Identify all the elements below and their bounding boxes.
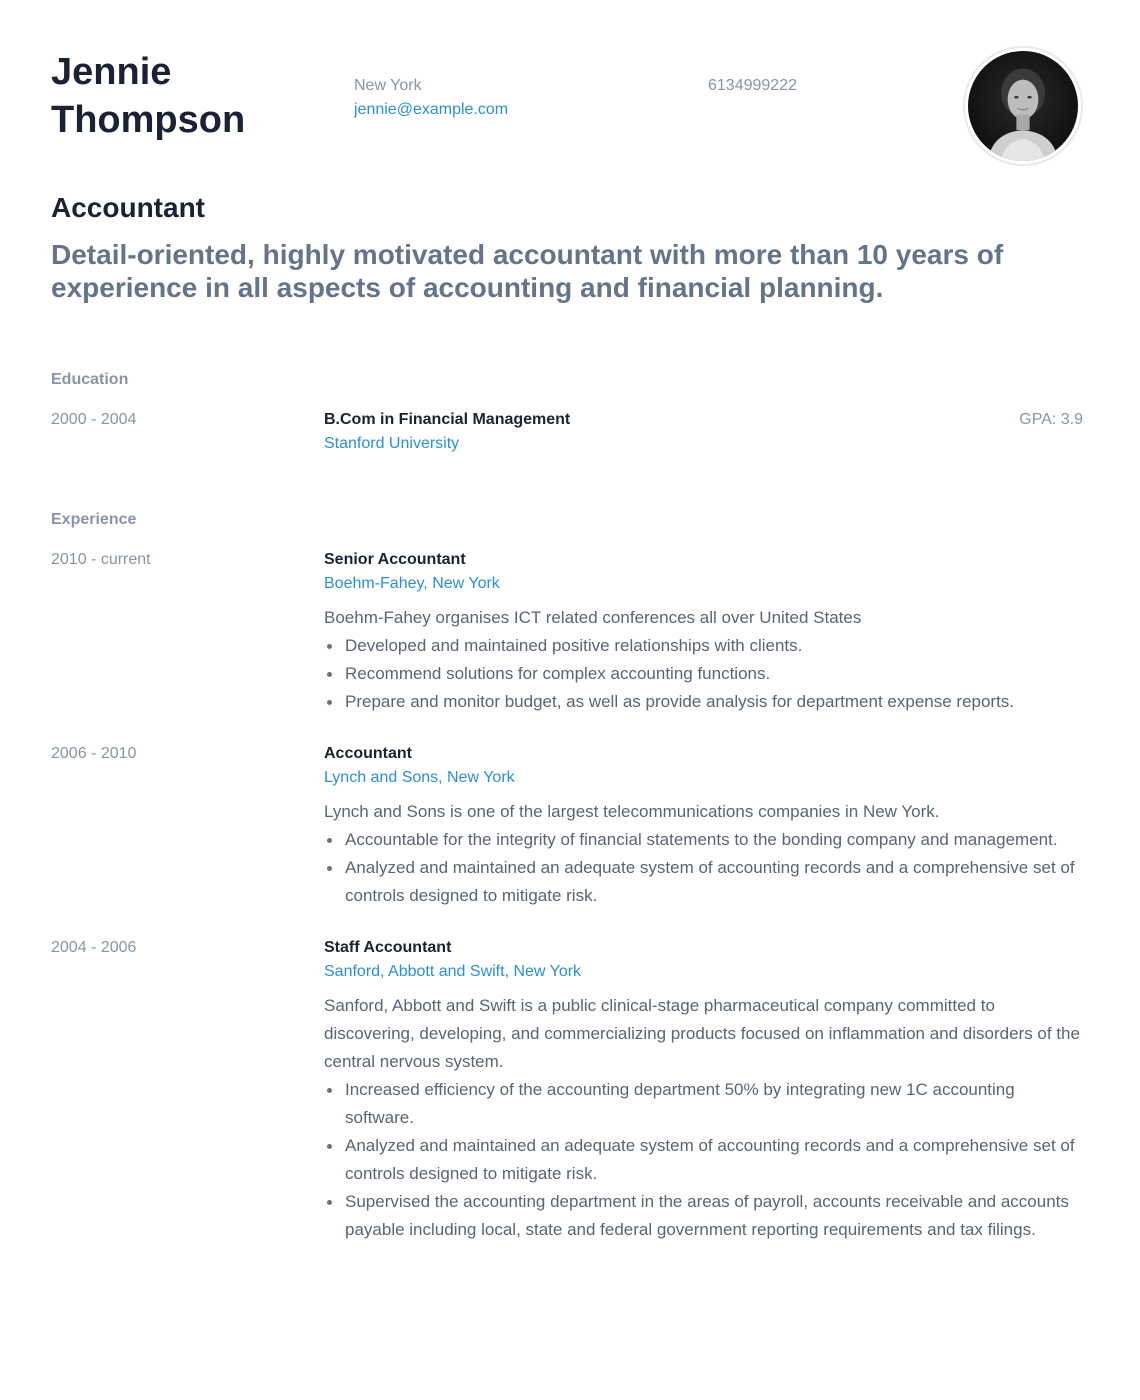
- entry-dates: 2010 - current: [51, 551, 151, 568]
- entry-body: [324, 936, 1083, 1244]
- entry-dates: 2000 - 2004: [51, 411, 137, 428]
- entry-dates: 2006 - 2010: [51, 745, 137, 762]
- job-role: Accountant: [324, 745, 412, 762]
- entry-body: [324, 548, 1083, 716]
- resume-page: [51, 48, 1083, 1244]
- company-link[interactable]: Sanford, Abbott and Swift, New York: [324, 963, 582, 980]
- candidate-name: [51, 48, 331, 144]
- contact-location-email: [354, 74, 508, 122]
- job-role: Senior Accountant: [324, 551, 466, 568]
- list-item: Increased efficiency of the accounting department 50% by integrating new 1C accounting software.: [324, 1076, 1083, 1132]
- avatar: [963, 46, 1083, 166]
- company-description: Sanford, Abbott and Swift is a public clinical-stage pharmaceutical company committed to discovering, developing, and commercializing products focused on inflammation and disorders of the central nervous system.: [324, 996, 1080, 1071]
- avatar-photo: [968, 51, 1078, 161]
- profile-summary: Detail-oriented, highly motivated accountant with more than 10 years of experience in all aspects of accounting and financial planning.: [51, 239, 1004, 303]
- company-link[interactable]: Lynch and Sons, New York: [324, 769, 515, 786]
- name-first: Jennie: [51, 51, 172, 93]
- experience-entry: [51, 742, 1083, 910]
- list-item: Developed and maintained positive relationships with clients.: [324, 632, 1083, 660]
- entry-body: [324, 742, 1083, 910]
- school-link[interactable]: Stanford University: [324, 435, 460, 452]
- list-item: Supervised the accounting department in the areas of payroll, accounts receivable and accounts payable including local, state and federal government reporting requirements and tax filings.: [324, 1188, 1083, 1244]
- company-description: Lynch and Sons is one of the largest telecommunications companies in New York.: [324, 802, 940, 821]
- experience-section: [51, 508, 1083, 1244]
- company-link[interactable]: Boehm-Fahey, New York: [324, 575, 500, 592]
- degree-name: B.Com in Financial Management: [324, 411, 571, 428]
- list-item: Analyzed and maintained an adequate system of accounting records and a comprehensive set of controls designed to mitigate risk.: [324, 1132, 1083, 1188]
- phone-text: 6134999222: [708, 77, 797, 94]
- resume-header: [51, 48, 1083, 168]
- entry-head: [324, 408, 1083, 432]
- education-entry: [51, 408, 1083, 456]
- list-item: Prepare and monitor budget, as well as provide analysis for department expense reports.: [324, 688, 1083, 716]
- job-role: Staff Accountant: [324, 939, 452, 956]
- list-item: Recommend solutions for complex accounting functions.: [324, 660, 1083, 688]
- achievement-list: [324, 826, 1083, 910]
- section-heading-experience: Experience: [51, 511, 137, 528]
- name-last: Thompson: [51, 99, 246, 141]
- achievement-list: [324, 1076, 1083, 1244]
- experience-entry: [51, 936, 1083, 1244]
- contact-phone: [708, 74, 797, 98]
- list-item: Accountable for the integrity of financial statements to the bonding company and management.: [324, 826, 1083, 854]
- entry-dates: 2004 - 2006: [51, 939, 137, 956]
- education-section: [51, 368, 1083, 456]
- gpa-text: GPA: 3.9: [1019, 411, 1083, 428]
- location-text: New York: [354, 77, 422, 94]
- list-item: Analyzed and maintained an adequate system of accounting records and a comprehensive set of controls designed to mitigate risk.: [324, 854, 1083, 910]
- achievement-list: [324, 632, 1083, 716]
- section-heading-education: Education: [51, 371, 129, 388]
- experience-entry: [51, 548, 1083, 716]
- entry-body: [324, 408, 1083, 456]
- email-link[interactable]: jennie@example.com: [354, 101, 509, 118]
- company-description: Boehm-Fahey organises ICT related conferences all over United States: [324, 608, 862, 627]
- job-title: Accountant: [51, 192, 205, 223]
